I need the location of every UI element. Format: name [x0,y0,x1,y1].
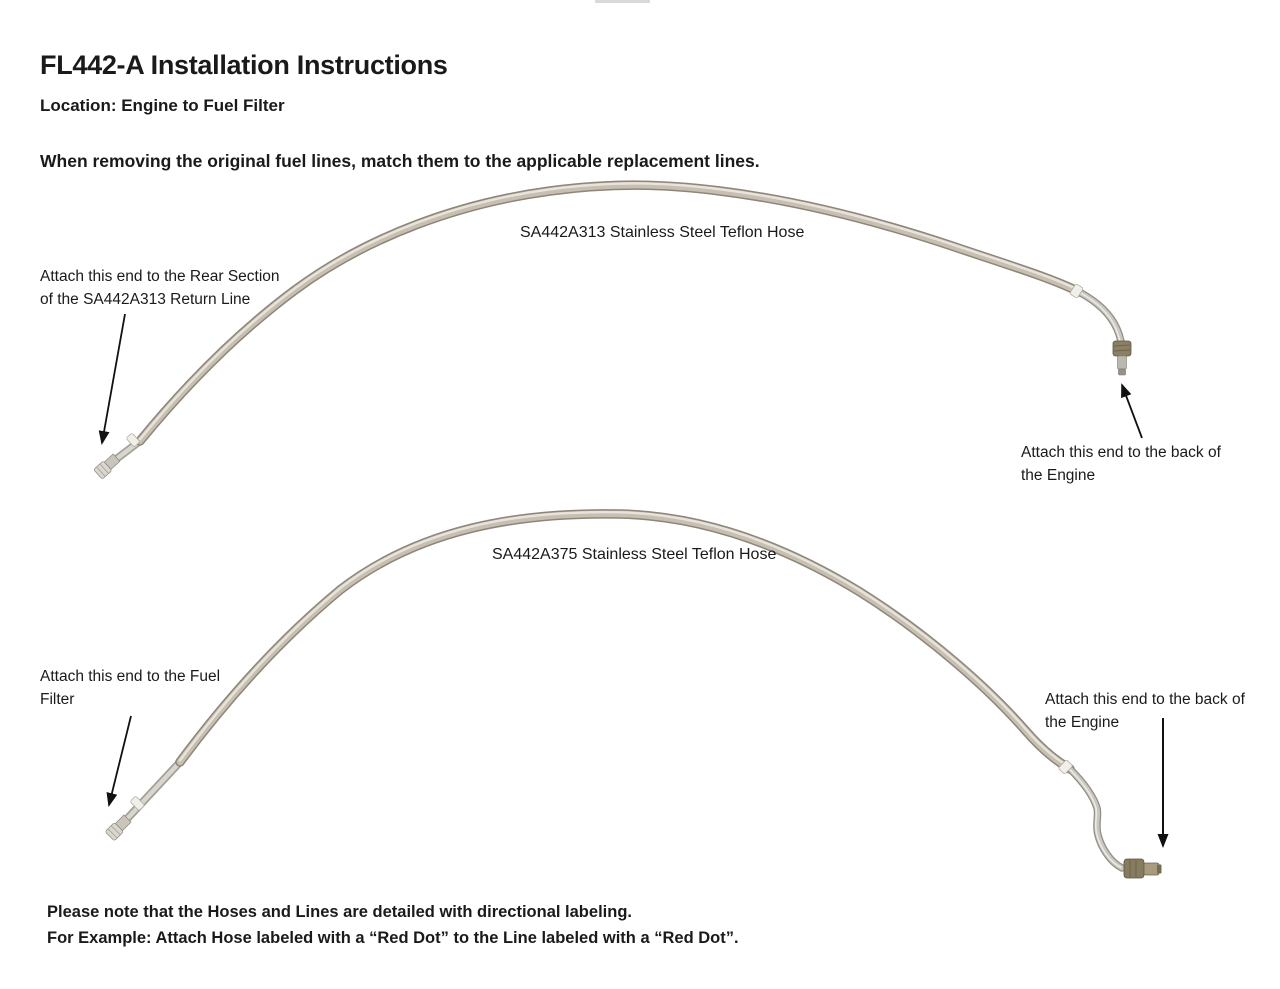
hose1-label: SA442A313 Stainless Steel Teflon Hose [520,224,805,241]
location-subtitle: Location: Engine to Fuel Filter [40,96,285,115]
annotation-line: Attach this end to the Rear Section [40,268,280,285]
arrow-hose1-right [1122,385,1142,438]
hose2-label: SA442A375 Stainless Steel Teflon Hose [492,546,777,563]
annotation-line: Attach this end to the back of [1045,691,1245,708]
annotation-line: the Engine [1045,713,1120,731]
hose1-right-annotation [1021,442,1221,487]
annotation-line: Filter [40,690,75,708]
arrow-hose2-left [109,716,131,805]
footer-note [47,900,739,951]
hose2-right-fitting [1124,859,1162,878]
annotation-line: Attach this end to the back of [1021,444,1221,461]
footer-note-line: Please note that the Hoses and Lines are detailed with directional labeling. [47,903,632,921]
annotation-line: of the SA442A313 Return Line [40,290,251,308]
hose2-photo [105,512,1161,878]
annotation-line: the Engine [1021,466,1096,484]
annotation-line: Attach this end to the Fuel [40,668,221,685]
hose1-right-fitting [1113,341,1131,375]
hose2-right-annotation [1045,689,1245,734]
hose2-left-annotation [40,666,220,711]
page-title: FL442-A Installation Instructions [40,50,448,80]
arrow-hose1-left [102,314,125,443]
intro-text: When removing the original fuel lines, match them to the applicable replacement lines. [40,151,760,171]
footer-note-line: For Example: Attach Hose labeled with a “Red Dot” to the Line labeled with a “Red Dot”. [47,928,739,947]
hose1-left-annotation [40,266,280,311]
